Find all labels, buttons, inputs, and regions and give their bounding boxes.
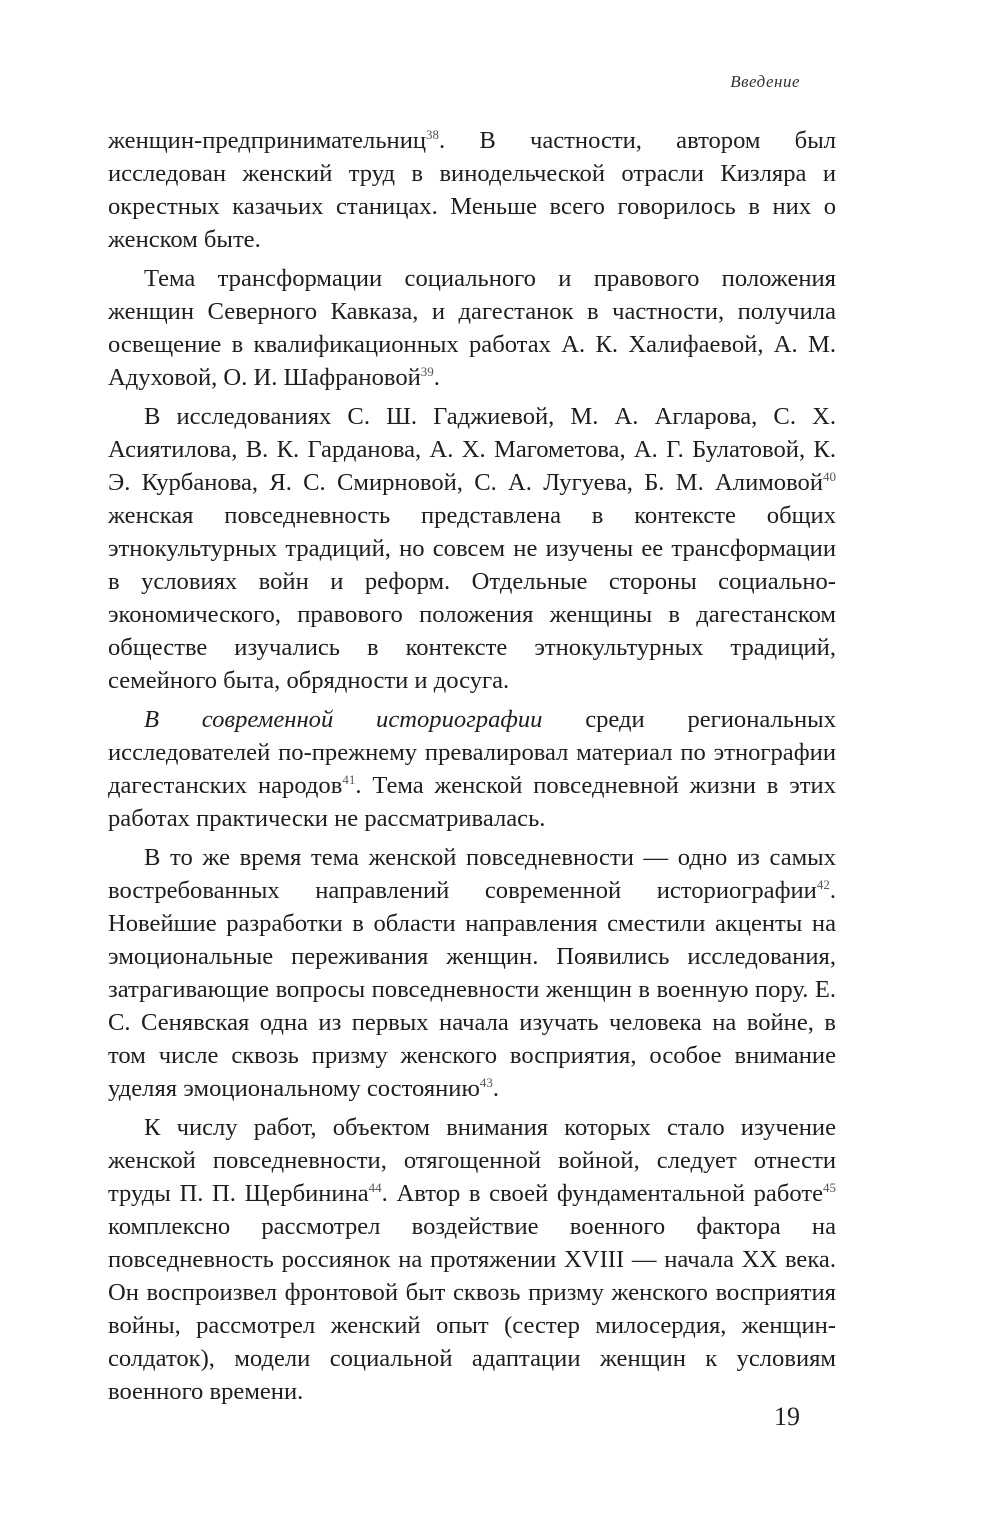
text-run: среди региональных исследователей по-прежнему превалировал материал по этнографии дагестанских народов [108, 706, 836, 799]
footnote-ref-42[interactable]: 42 [816, 877, 830, 892]
text-run: . [492, 1075, 499, 1102]
text-run: Тема трансформации социального и правового положения женщин Северного Кавказа, и дагестанок в частности, получила освещение в квалификационных работах А. К. Халифаевой, А. М. Адуховой, О. И. Шафрановой [108, 265, 836, 391]
body-text [108, 124, 836, 1414]
footnote-ref-45[interactable]: 45 [823, 1180, 836, 1195]
page-number: 19 [774, 1402, 800, 1431]
text-run: женская повседневность представлена в контексте общих этнокультурных традиций, но совсем не изучены ее трансформации в условиях войн и реформ. Отдельные стороны социально-экономического, правового положения женщины в дагестанском обществе изучались в контексте этнокультурных традиций, семейного быта, обрядности и досуга. [108, 502, 836, 694]
paragraph-3 [108, 400, 836, 697]
text-run: . Новейшие разработки в области направления сместили акценты на эмоциональные переживания женщин. Появились исследования, затрагивающие вопросы повседневности женщин в военную пору. Е. С. Сенявская одна из первых начала изучать человека на войне, в том числе сквозь призму женского восприятия, особое внимание уделяя эмоциональному состоянию [108, 877, 836, 1102]
text-run: . Автор в своей фундаментальной работе [381, 1180, 823, 1207]
text-run: . [433, 364, 440, 391]
text-run: В то же время тема женской повседневности — одно из самых востребованных направлений современной историографии [108, 844, 836, 904]
footnote-ref-40[interactable]: 40 [823, 469, 836, 484]
text-run: К числу работ, объектом внимания которых стало изучение женской повседневности, отягощенной войной, следует отнести труды П. П. Щербинина [108, 1114, 836, 1207]
text-run: комплексно рассмотрел воздействие военного фактора на повседневность россиянок на протяжении XVIII — начала XX века. Он воспроизвел фронтовой быт сквозь призму женского восприятия войны, рассмотрел женский опыт (сестер милосердия, женщин-солдаток), модели социальной адаптации женщин к условиям военного времени. [108, 1213, 836, 1405]
footnote-ref-43[interactable]: 43 [479, 1075, 493, 1090]
text-run: . В частности, автором был исследован женский труд в винодельческой отрасли Кизляра и окрестных казачьих станицах. Меньше всего говорилось в них о женском быте. [108, 127, 836, 253]
paragraph-5 [108, 841, 836, 1105]
text-run: . Тема женской повседневной жизни в этих работах практически не рассматривалась. [108, 772, 836, 832]
footnote-ref-39[interactable]: 39 [420, 364, 434, 379]
running-head: Введение [730, 72, 800, 91]
footnote-ref-44[interactable]: 44 [368, 1180, 382, 1195]
italic-phrase: В современной историографии [144, 706, 543, 733]
footnote-ref-38[interactable]: 38 [426, 127, 440, 142]
paragraph-6 [108, 1111, 836, 1408]
footnote-ref-41[interactable]: 41 [342, 772, 356, 787]
text-run: женщин-предпринимательниц [108, 127, 427, 154]
paragraph-2 [108, 262, 836, 394]
paragraph-1 [108, 124, 836, 256]
text-run: В исследованиях С. Ш. Гаджиевой, М. А. Агларова, С. Х. Асиятилова, В. К. Гарданова, А. Х. Магометова, А. Г. Булатовой, К. Э. Курбанова, Я. С. Смирновой, С. А. Лугуева, Б. М. Алимовой [108, 403, 836, 496]
paragraph-4 [108, 703, 836, 835]
